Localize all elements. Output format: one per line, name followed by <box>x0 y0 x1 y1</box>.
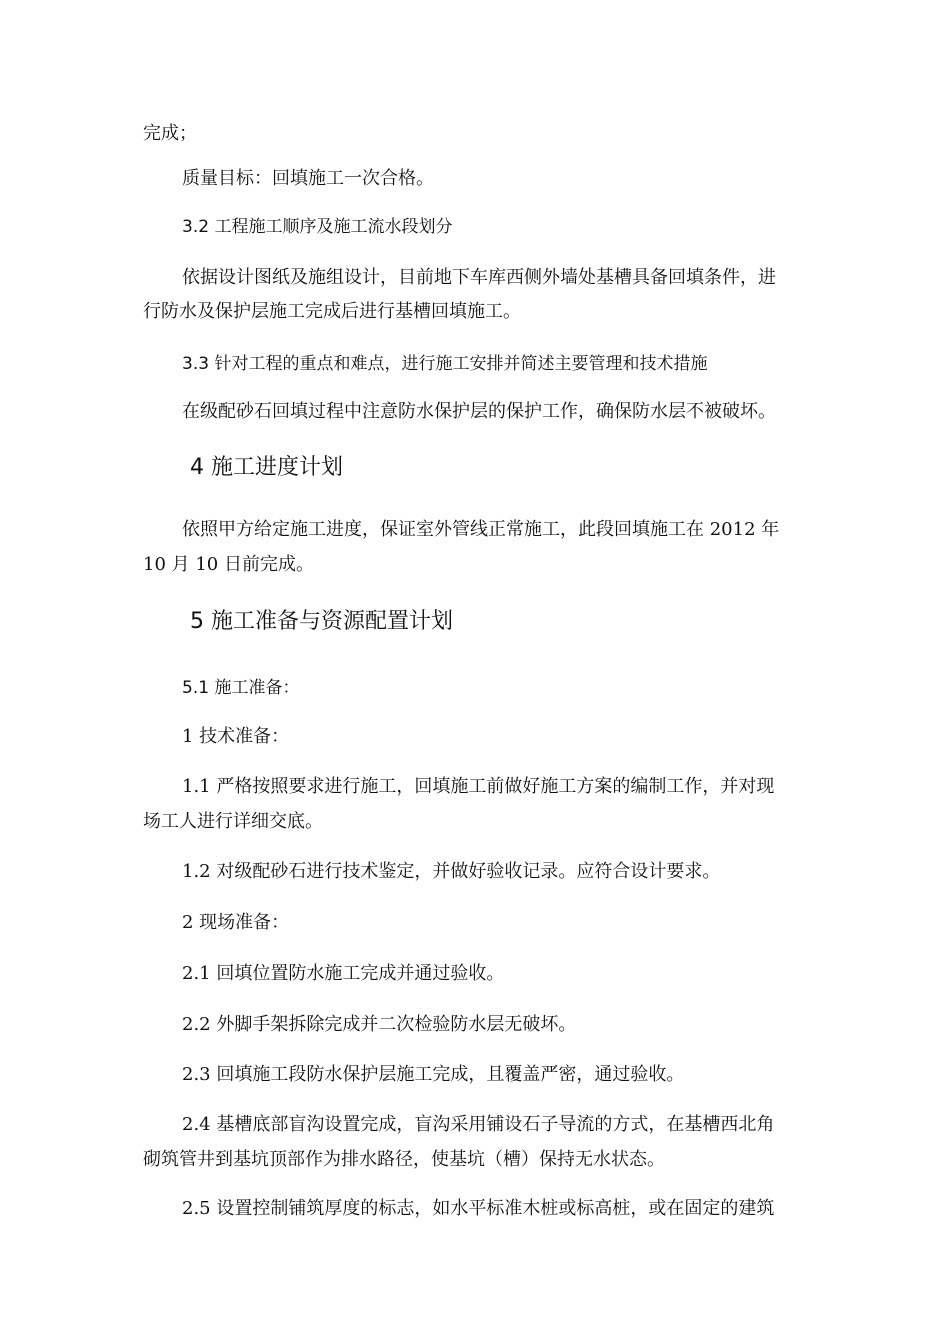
chapter-heading-5: 5 施工准备与资源配置计划 <box>190 609 453 634</box>
paragraph-line: 行防水及保护层施工完成后进行基槽回填施工。 <box>143 301 521 322</box>
paragraph-line: 1.2 对级配砂石进行技术鉴定，并做好验收记录。应符合设计要求。 <box>182 861 721 882</box>
paragraph-line: 2.4 基槽底部盲沟设置完成，盲沟采用铺设石子导流的方式，在基槽西北角 <box>182 1114 775 1135</box>
paragraph-line: 1.1 严格按照要求进行施工，回填施工前做好施工方案的编制工作，并对现 <box>182 776 775 797</box>
section-heading-5-1: 5.1 施工准备： <box>182 678 300 698</box>
paragraph-line: 2.2 外脚手架拆除完成并二次检验防水层无破坏。 <box>182 1014 577 1035</box>
paragraph-line: 2.1 回填位置防水施工完成并通过验收。 <box>182 963 505 984</box>
paragraph-line: 10 月 10 日前完成。 <box>143 554 314 575</box>
paragraph-line: 2.3 回填施工段防水保护层施工完成，且覆盖严密，通过验收。 <box>182 1064 685 1085</box>
section-heading-3-2: 3.2 工程施工顺序及施工流水段划分 <box>182 217 453 237</box>
paragraph-line: 在级配砂石回填过程中注意防水保护层的保护工作，确保防水层不被破坏。 <box>182 401 776 422</box>
paragraph-line: 完成； <box>143 123 197 144</box>
paragraph-line: 场工人进行详细交底。 <box>143 811 323 832</box>
list-heading: 1 技术准备： <box>182 726 290 747</box>
list-heading: 2 现场准备： <box>182 912 290 933</box>
paragraph-line: 砌筑管井到基坑顶部作为排水路径，使基坑（槽）保持无水状态。 <box>143 1149 665 1170</box>
chapter-heading-4: 4 施工进度计划 <box>190 455 343 480</box>
paragraph-line: 2.5 设置控制铺筑厚度的标志，如水平标准木桩或标高桩，或在固定的建筑 <box>182 1198 775 1219</box>
paragraph-line: 依照甲方给定施工进度，保证室外管线正常施工，此段回填施工在 2012 年 <box>182 519 780 540</box>
paragraph-line: 依据设计图纸及施组设计，目前地下车库西侧外墙处基槽具备回填条件，进 <box>182 267 776 288</box>
section-heading-3-3: 3.3 针对工程的重点和难点，进行施工安排并简述主要管理和技术措施 <box>182 354 708 374</box>
paragraph-line: 质量目标：回填施工一次合格。 <box>182 168 434 189</box>
